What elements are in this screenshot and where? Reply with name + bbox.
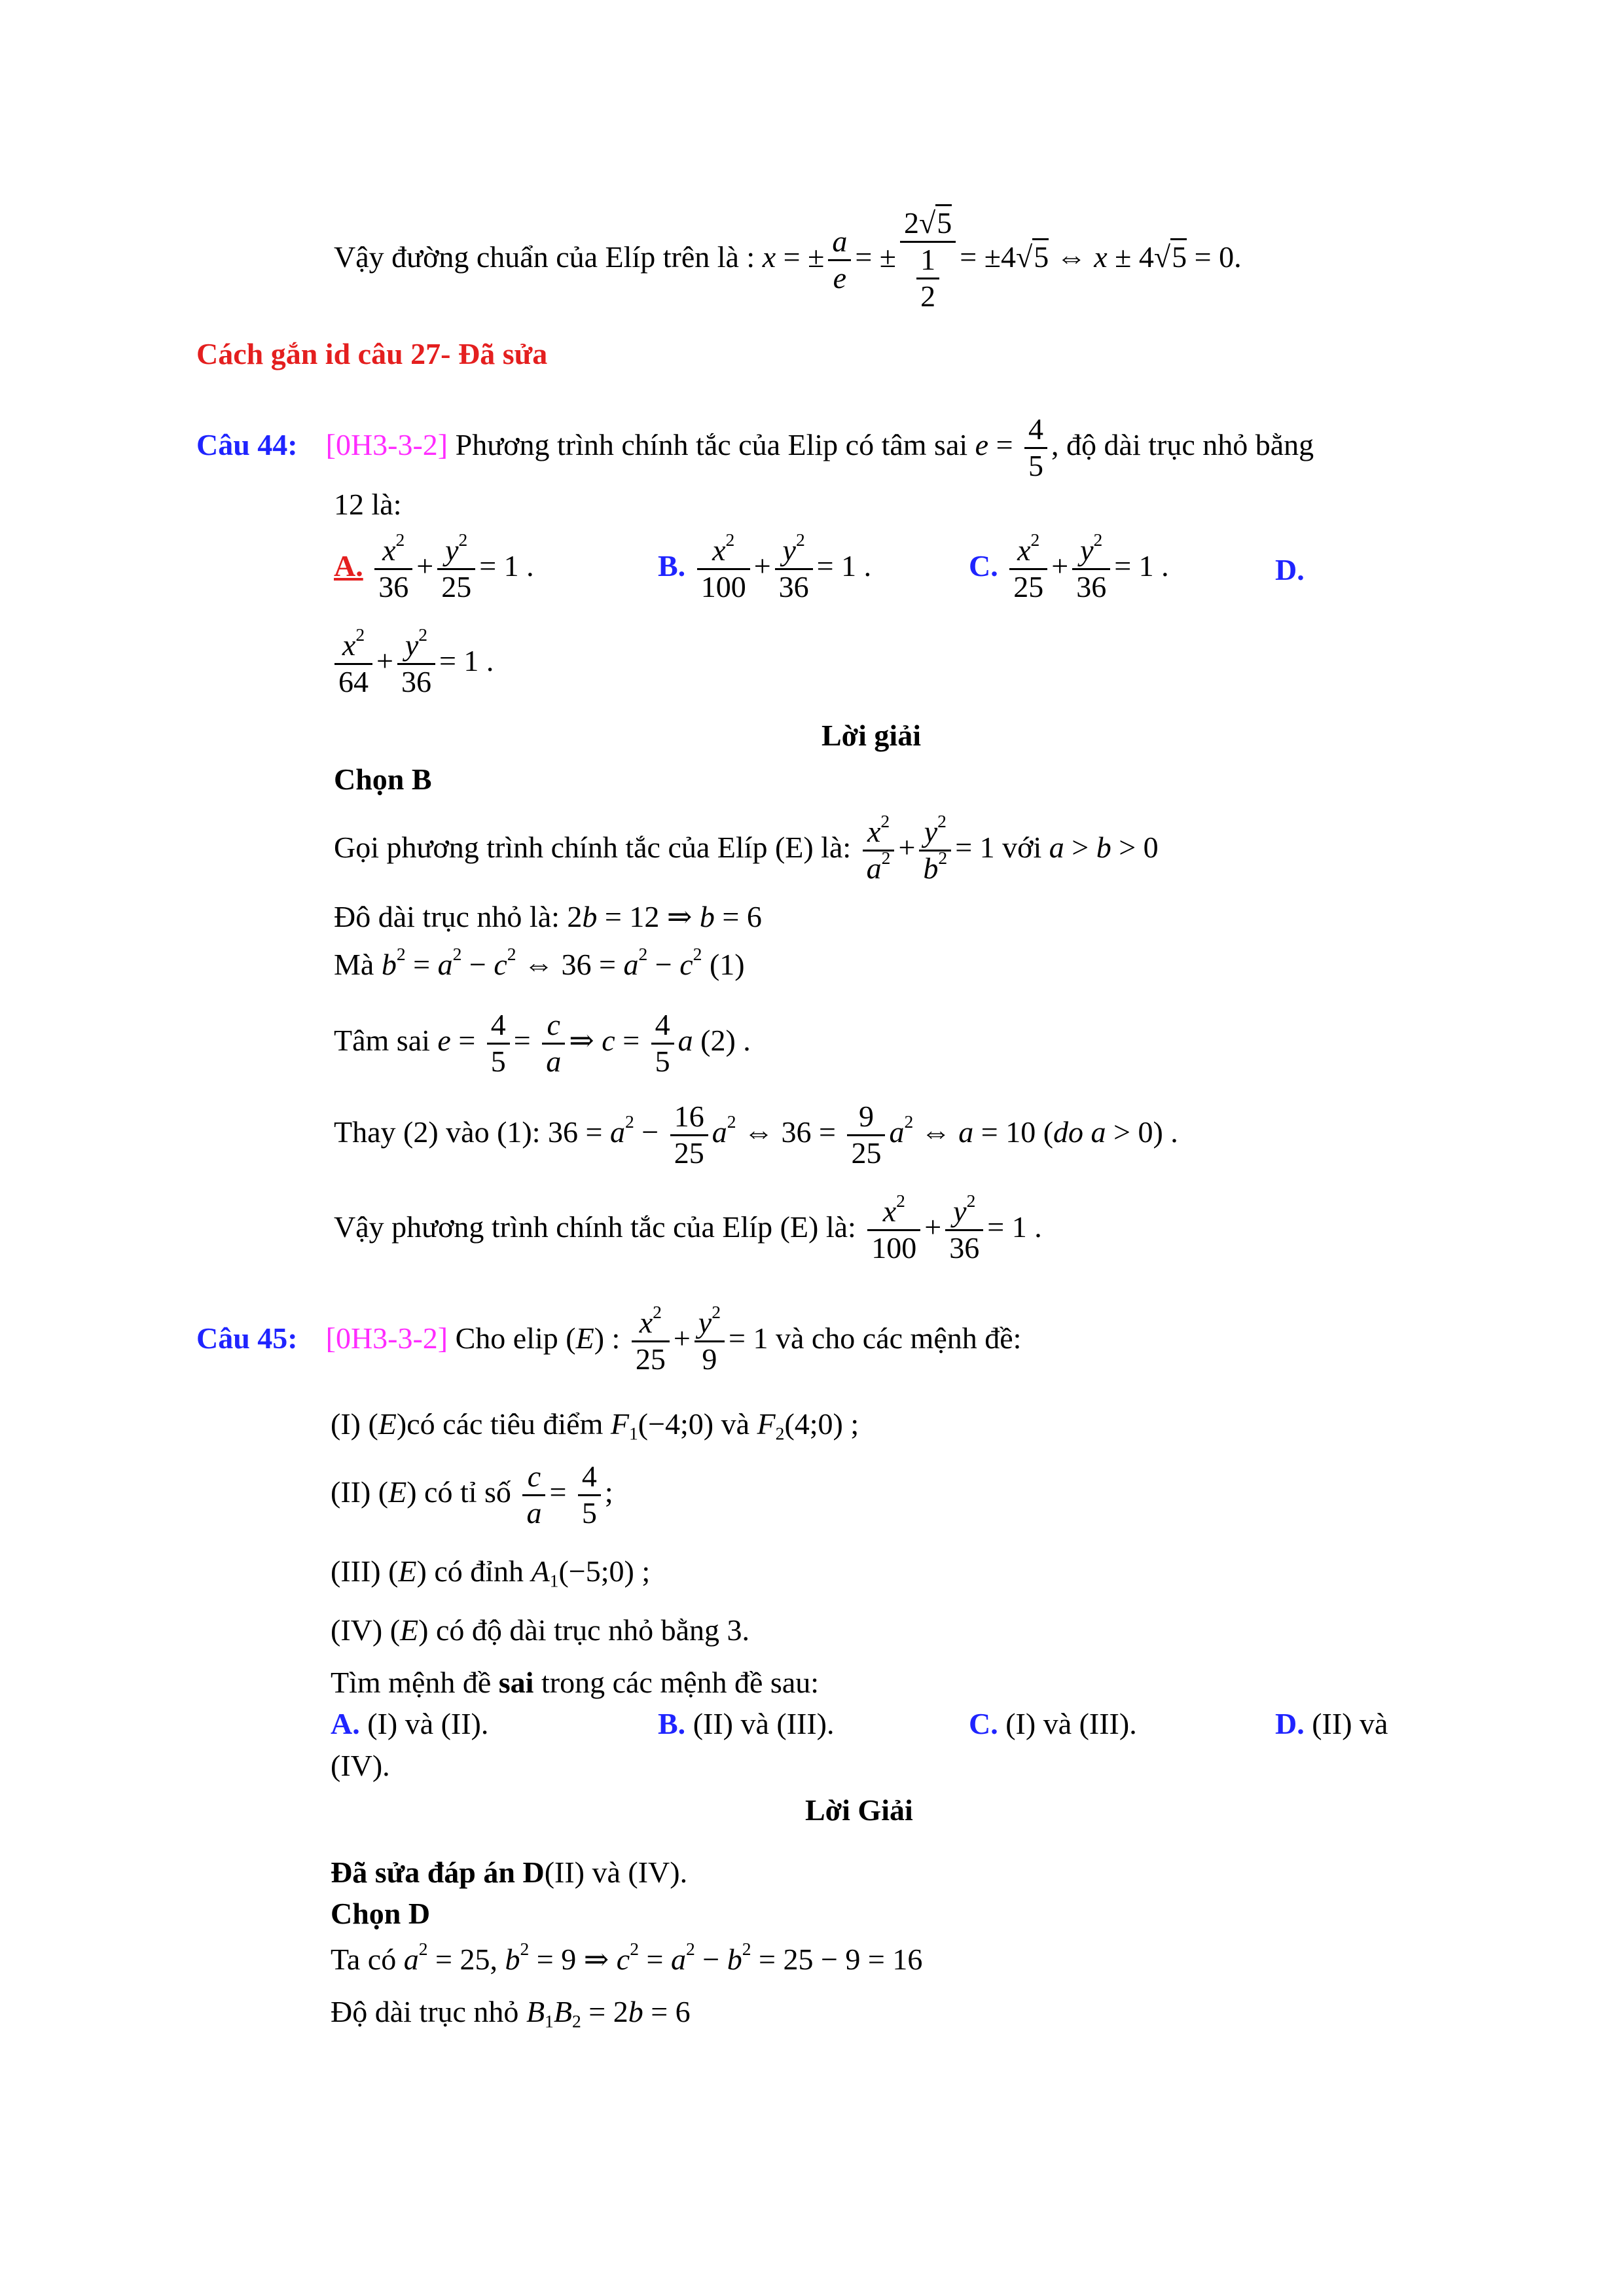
q44-step1: Gọi phương trình chính tắc của Elíp (E) là: $\frac{x^2}{a^2}$ + $\frac{y^2}{b^2}$ = 1 với a > b > 0 [334,810,1159,885]
question-45-code: [0H3-3-2] [325,1321,448,1355]
q44-step5: Thay (2) vào (1): $36 = a^2$ − $\frac{16}{25}$ $a^2$ ⇔ 36 = $\frac{9}{25}$ $a^2$ ⇔ a = 10 (do a > 0) . [334,1100,1178,1170]
q44-step3: Mà $b^2 = a^2 - c^2$ ⇔ $36 = a^2 - c^2$ (1) [334,943,745,981]
option-a[interactable]: A. $\frac{x^2}{36}$ + $\frac{y^2}{25}$ = 1 . [334,529,534,603]
question-44-options [334,529,534,605]
question-44-header: Câu 44: [0H3-3-2] Phương trình chính tắc của Elip có tâm sai e = $\frac{4}{5}$ , độ dài trục nhỏ bằng [196,412,1314,482]
q44-step6: Vậy phương trình chính tắc của Elíp (E) là: $\frac{x^2}{100}$ + $\frac{y^2}{36}$ = 1 . [334,1190,1042,1265]
q45-statement-1: (I) (E)có các tiêu điểm $F_1(-4;0)$ và $F_2(4;0)$ ; [331,1407,859,1444]
question-45-label: Câu 45: [196,1321,298,1355]
q44-step4: Tâm sai e = $\frac{4}{5}$ = $\frac{c}{a}$ ⇒ c = $\frac{4}{5}$ a (2) . [334,1008,751,1078]
question-44-line2: 12 là: [334,488,402,521]
question-44-code: [0H3-3-2] [325,427,448,461]
q44-solution-title: Lời giải [821,719,921,752]
question-45-text: Cho elip [455,1321,558,1355]
directrix-line: Vậy đường chuẩn của Elíp trên là : x = ± $\frac{a}{e}$ = ± $\frac{2√5}{\frac{1}{2}}$ = ±4√5 ⇔ x ± 4√5 = 0. [334,206,1242,314]
q45-statement-2: (II) (E) có tỉ số $\frac{c}{a}$ = $\frac{4}{5}$ ; [331,1460,613,1530]
q45-option-d[interactable]: D. (II) và [1275,1707,1388,1740]
q45-statement-3: (III) (E) có đỉnh $A_1(-5;0)$ ; [331,1554,651,1591]
q45-step1: Ta có $a^2 = 25$, $b^2 = 9$ ⇒ $c^2 = a^2 - b^2 = 25 - 9 = 16$ [331,1938,923,1976]
q44-choose: Chọn B [334,762,432,796]
q45-option-c[interactable]: C. (I) và (III). [969,1707,1137,1740]
q45-fix: Đã sửa đáp án D(II) và (IV). [331,1856,688,1889]
q45-option-d-wrap: (IV). [331,1749,390,1782]
option-b[interactable]: B. $\frac{x^2}{100}$ + $\frac{y^2}{36}$ = 1 . [658,529,872,603]
question-44-label: Câu 44: [196,427,298,461]
option-c[interactable]: C. $\frac{x^2}{25}$ + $\frac{y^2}{36}$ = 1 . [969,529,1169,603]
q45-step2: Độ dài trục nhỏ $B_1B_2 = 2b = 6$ [331,1995,691,2032]
question-45-header: Câu 45: [0H3-3-2] Cho elip (E) : $\frac{x^2}{25}$ + $\frac{y^2}{9}$ = 1 và cho các mệnh đề: [196,1301,1022,1376]
q45-ask: Tìm mệnh đề sai trong các mệnh đề sau: [331,1666,820,1699]
q45-choose: Chọn D [331,1897,431,1930]
q45-solution-title: Lời Giải [805,1793,913,1827]
option-d-label[interactable]: D. [1275,553,1305,586]
directrix-formula: x = ± $\frac{a}{e}$ = ± $\frac{2√5}{\frac{1}{2}}$ = ±4√5 ⇔ x ± 4√5 = 0 [763,240,1234,274]
option-d[interactable]: $\frac{x^2}{64}$ + $\frac{y^2}{36}$ = 1 . [331,628,494,700]
section-note: Cách gắn id câu 27- Đã sửa [196,337,548,370]
q45-option-a[interactable]: A. (I) và (II). [331,1707,489,1740]
q45-statement-4: (IV) (E) có độ dài trục nhỏ bằng 3. [331,1613,749,1647]
q45-option-b[interactable]: B. (II) và (III). [658,1707,835,1740]
q44-step2: Đô dài trục nhỏ là: 2b = 12 ⇒ b = 6 [334,900,762,933]
directrix-lead: Vậy đường chuẩn của Elíp trên là : [334,240,755,274]
question-44-text: Phương trình chính tắc của Elip có tâm sai [455,427,968,461]
